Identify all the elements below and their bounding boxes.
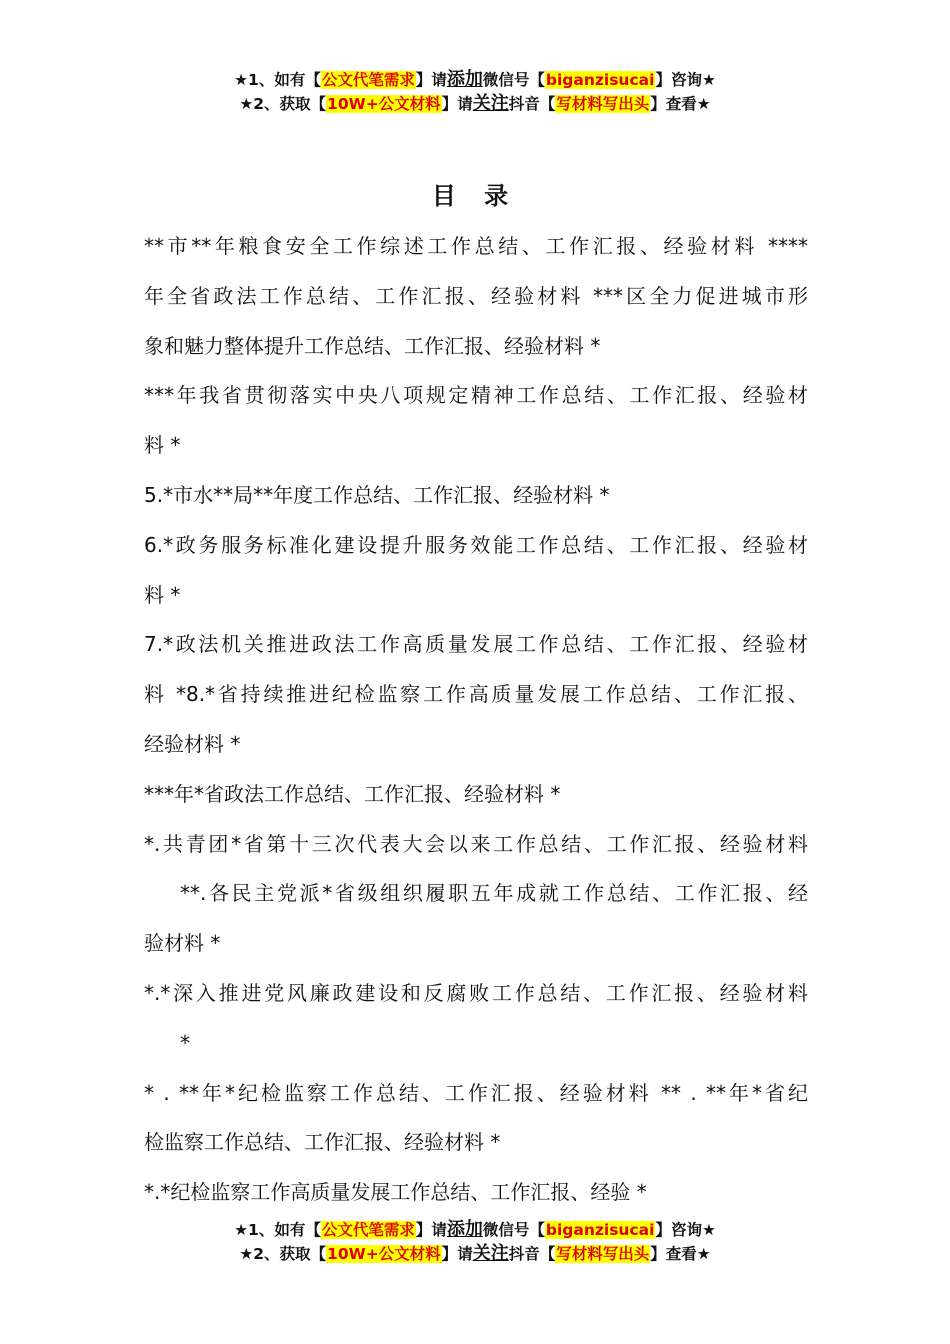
promo-underline-follow: 关注: [472, 1243, 509, 1264]
promo-underline-add: 添加: [446, 1219, 483, 1240]
footer-promo: [0, 1218, 950, 1266]
promo-underline-add: 添加: [446, 69, 483, 90]
promo-text: 抖音【: [508, 95, 556, 113]
toc-line[interactable]: 5.*市水**局**年度工作总结、工作汇报、经验材料 *: [144, 482, 610, 507]
toc-line[interactable]: 料 *: [144, 582, 181, 607]
toc-line[interactable]: *.*纪检监察工作高质量发展工作总结、工作汇报、经验 *: [144, 1180, 647, 1205]
promo-text: 】请: [441, 1245, 473, 1263]
toc-line[interactable]: 7.*政法机关推进政法工作高质量发展工作总结、工作汇报、经验材: [144, 632, 808, 657]
toc-line[interactable]: *.共青团*省第十三次代表大会以来工作总结、工作汇报、经验材料: [144, 831, 808, 856]
promo-line-1: [0, 1218, 950, 1242]
promo-underline-follow: 关注: [472, 93, 509, 114]
toc-line[interactable]: 年全省政法工作总结、工作汇报、经验材料 ***区全力促进城市形: [144, 283, 808, 308]
toc-line[interactable]: *: [180, 1030, 190, 1055]
promo-highlight-service: 公文代笔需求: [321, 1221, 415, 1239]
promo-text: 】咨询★: [655, 1221, 716, 1239]
toc-line[interactable]: *.*深入推进党风廉政建设和反腐败工作总结、工作汇报、经验材料: [144, 980, 808, 1005]
promo-text: 微信号【: [482, 1221, 545, 1239]
promo-text: 】请: [415, 1221, 447, 1239]
promo-text: 】咨询★: [655, 71, 716, 89]
promo-text: ★1、如有【: [234, 71, 321, 89]
promo-text: 】查看★: [650, 1245, 711, 1263]
promo-text: 】查看★: [650, 95, 711, 113]
toc-line[interactable]: 验材料 *: [144, 931, 221, 956]
toc-line[interactable]: 经验材料 *: [144, 731, 241, 756]
toc-line[interactable]: 检监察工作总结、工作汇报、经验材料 *: [144, 1130, 501, 1155]
toc-line[interactable]: ***年我省贯彻落实中央八项规定精神工作总结、工作汇报、经验材: [144, 383, 808, 408]
promo-line-2: [0, 1242, 950, 1266]
promo-highlight-service: 公文代笔需求: [321, 71, 415, 89]
toc-line[interactable]: ***年*省政法工作总结、工作汇报、经验材料 *: [144, 781, 561, 806]
page-title: 目 录: [431, 182, 519, 210]
promo-highlight-douyin: 写材料写出头: [556, 95, 650, 113]
promo-text: ★2、获取【: [239, 1245, 327, 1263]
toc-line[interactable]: **.各民主党派*省级组织履职五年成就工作总结、工作汇报、经: [180, 881, 808, 906]
promo-text: ★2、获取【: [239, 95, 327, 113]
promo-highlight-wechat-id: biganzisucai: [545, 1221, 655, 1239]
toc-line[interactable]: 料 *8.*省持续推进纪检监察工作高质量发展工作总结、工作汇报、: [144, 682, 808, 707]
promo-line-2: [0, 92, 950, 116]
promo-highlight-wechat-id: biganzisucai: [545, 71, 655, 89]
table-of-contents: [144, 222, 808, 1218]
promo-text: ★1、如有【: [234, 1221, 321, 1239]
promo-text: 抖音【: [508, 1245, 556, 1263]
toc-line[interactable]: 6.*政务服务标准化建设提升服务效能工作总结、工作汇报、经验材: [144, 532, 808, 557]
promo-highlight-materials: 10W+公文材料: [327, 1245, 441, 1263]
header-promo: [0, 68, 950, 116]
toc-line[interactable]: 料 *: [144, 433, 181, 458]
promo-highlight-materials: 10W+公文材料: [327, 95, 441, 113]
promo-text: 】请: [415, 71, 447, 89]
promo-text: 】请: [441, 95, 473, 113]
promo-highlight-douyin: 写材料写出头: [556, 1245, 650, 1263]
toc-line[interactable]: * . **年*纪检监察工作总结、工作汇报、经验材料 ** . **年*省纪: [144, 1080, 808, 1105]
promo-line-1: [0, 68, 950, 92]
toc-line[interactable]: 象和魅力整体提升工作总结、工作汇报、经验材料 *: [144, 333, 601, 358]
promo-text: 微信号【: [482, 71, 545, 89]
toc-line[interactable]: **市**年粮食安全工作综述工作总结、工作汇报、经验材料 ****: [144, 234, 808, 258]
